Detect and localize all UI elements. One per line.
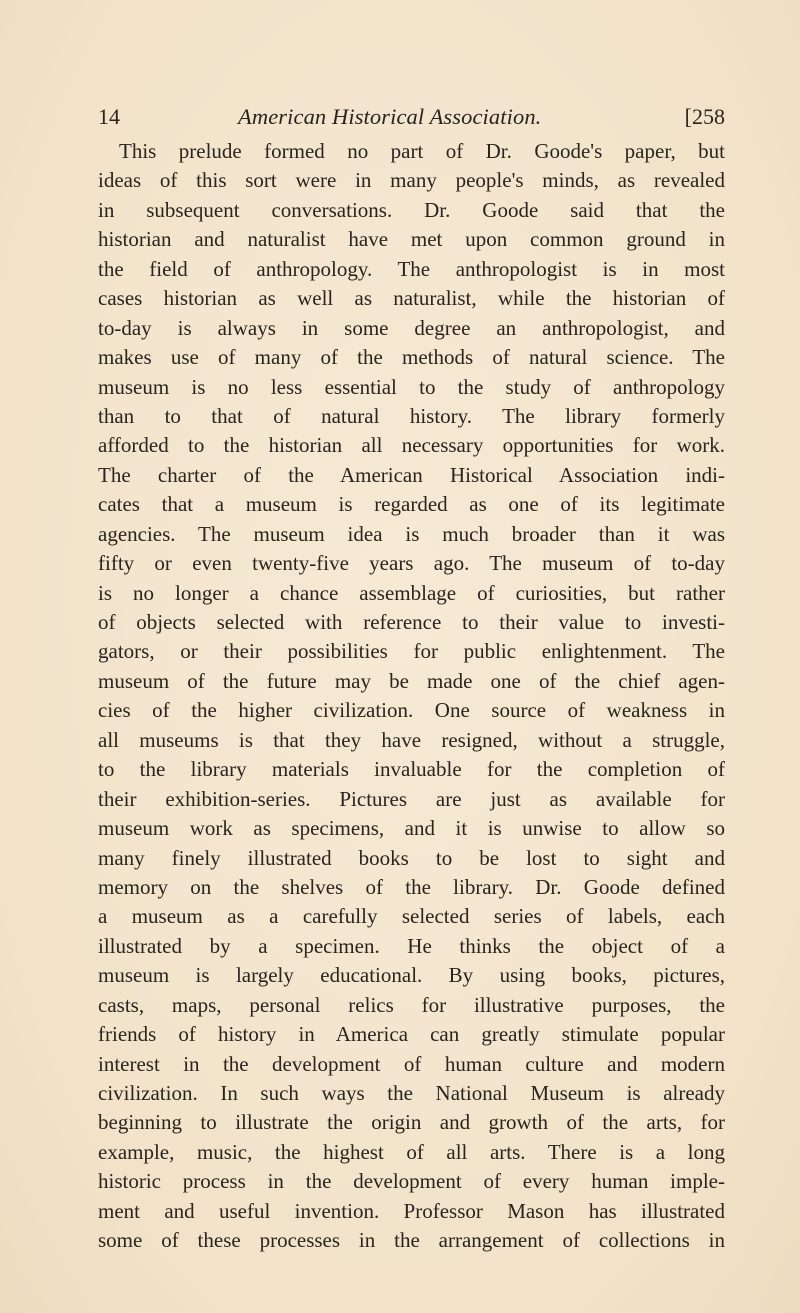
page-number: 14: [98, 104, 120, 129]
text-line: historian and naturalist have met upon common ground in: [98, 227, 725, 252]
text-line: friends of history in America can greatly stimulate popular: [98, 1022, 725, 1047]
text-line: casts, maps, personal relics for illustrative purposes, the: [98, 992, 725, 1017]
text-line: illustrated by a specimen. He thinks the object of a: [98, 933, 725, 958]
text-line: ment and useful invention. Professor Mason has illustrated: [98, 1198, 725, 1223]
original-page-reference: [258: [684, 104, 725, 129]
text-line: civilization. In such ways the National Museum is already: [98, 1081, 725, 1105]
text-line: all museums is that they have resigned, without a struggle,: [98, 727, 725, 752]
text-line: of objects selected with reference to their value to investi-: [98, 610, 725, 634]
text-line: gators, or their possibilities for public enlightenment. The: [98, 639, 725, 664]
text-line: ideas of this sort were in many people's minds, as revealed: [98, 168, 725, 193]
text-line: to-day is always in some degree an anthropologist, and: [98, 315, 725, 340]
text-line: in subsequent conversations. Dr. Goode said that the: [98, 197, 725, 222]
text-line: museum of the future may be made one of the chief agen-: [98, 668, 725, 693]
text-line: many finely illustrated books to be lost to sight and: [98, 845, 725, 870]
text-line: is no longer a chance assemblage of curiosities, but rather: [98, 580, 725, 605]
text-line: their exhibition-series. Pictures are just as available for: [98, 786, 725, 811]
text-line: cates that a museum is regarded as one of its legitimate: [98, 492, 725, 517]
text-line: to the library materials invaluable for the completion of: [98, 757, 725, 782]
text-line: museum work as specimens, and it is unwise to allow so: [98, 816, 725, 841]
text-line: agencies. The museum idea is much broader than it was: [98, 521, 725, 546]
text-line: beginning to illustrate the origin and growth of the arts, for: [98, 1110, 725, 1135]
text-line: example, music, the highest of all arts. There is a long: [98, 1139, 725, 1164]
text-line: makes use of many of the methods of natural science. The: [98, 345, 725, 370]
text-line: The charter of the American Historical Association indi-: [98, 462, 725, 487]
running-head: [98, 102, 725, 132]
running-title: American Historical Association.: [238, 104, 542, 129]
text-line: cies of the higher civilization. One source of weakness in: [98, 698, 725, 723]
text-line: museum is largely educational. By using books, pictures,: [98, 963, 725, 988]
text-line: fifty or even twenty-five years ago. The museum of to-day: [98, 551, 725, 576]
text-line: than to that of natural history. The library formerly: [98, 403, 725, 428]
text-line: cases historian as well as naturalist, while the historian of: [98, 286, 725, 311]
text-line: the field of anthropology. The anthropologist is in most: [98, 256, 725, 281]
text-line: museum is no less essential to the study of anthropology: [98, 374, 725, 399]
text-line: This prelude formed no part of Dr. Goode's paper, but: [119, 139, 725, 163]
text-line: memory on the shelves of the library. Dr. Goode defined: [98, 874, 725, 899]
text-line: interest in the development of human culture and modern: [98, 1051, 725, 1076]
text-line: afforded to the historian all necessary opportunities for work.: [98, 433, 725, 458]
text-line: a museum as a carefully selected series of labels, each: [98, 904, 725, 929]
body-paragraph: [98, 137, 725, 1256]
text-line: historic process in the development of every human imple-: [98, 1169, 725, 1194]
text-line: some of these processes in the arrangement of collections in: [98, 1228, 725, 1253]
